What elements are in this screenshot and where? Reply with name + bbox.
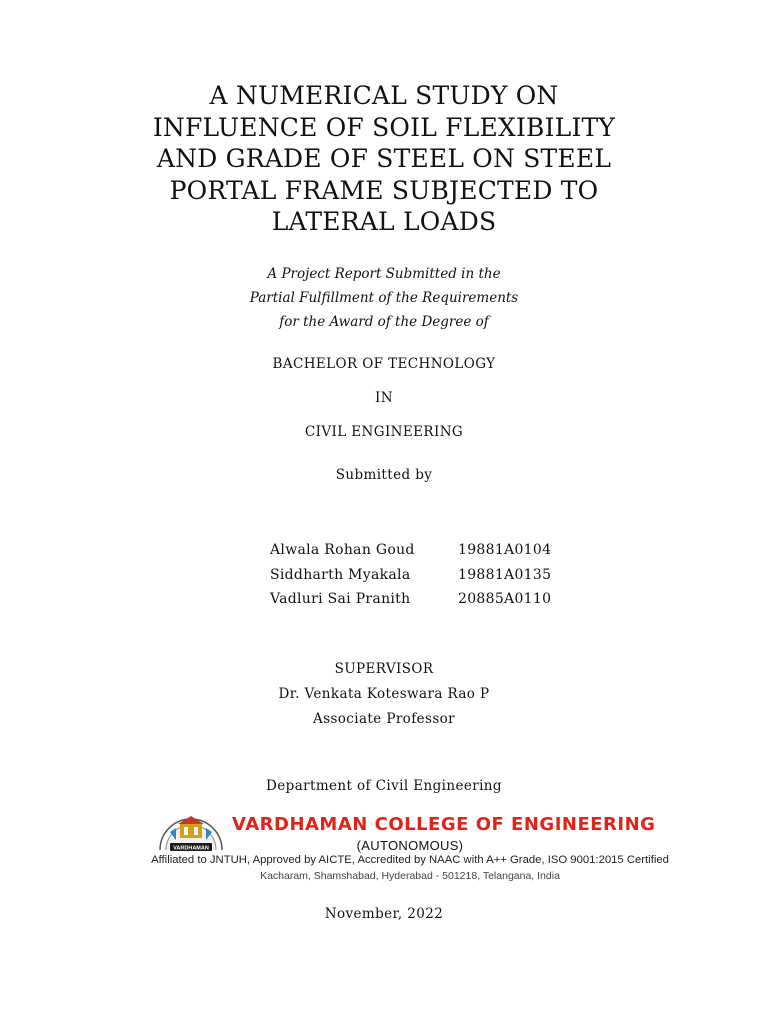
logo-text: VARDHAMAN xyxy=(173,845,209,852)
title-line: LATERAL LOADS xyxy=(271,207,497,236)
student-name: Alwala Rohan Goud xyxy=(270,542,415,559)
in-word: IN xyxy=(375,390,393,406)
supervisor-heading: SUPERVISOR xyxy=(334,661,434,677)
affiliation-line: Affiliated to JNTUH, Approved by AICTE, Accredited by NAAC with A++ Grade, ISO 9001:2015 Certified xyxy=(151,854,669,866)
title-line: PORTAL FRAME SUBJECTED TO xyxy=(169,175,599,205)
student-roll-number: 19881A0104 xyxy=(458,542,552,559)
degree-name: BACHELOR OF TECHNOLOGY xyxy=(272,356,496,372)
supervisor-name: Dr. Venkata Koteswara Rao P xyxy=(278,686,490,702)
student-name: Siddharth Myakala xyxy=(270,566,411,583)
department-name: Department of Civil Engineering xyxy=(266,778,502,794)
student-row xyxy=(270,563,590,588)
submission-line: A Project Report Submitted in the xyxy=(267,266,501,282)
title-line: INFLUENCE OF SOIL FLEXIBILITY xyxy=(152,112,616,142)
student-roll-number: 20885A0110 xyxy=(458,591,552,608)
report-title xyxy=(84,80,684,238)
branch-name: CIVIL ENGINEERING xyxy=(304,424,464,440)
autonomous-label: (AUTONOMOUS) xyxy=(356,838,464,853)
submission-line: Partial Fulfillment of the Requirements xyxy=(249,290,519,306)
college-address: Kacharam, Shamshabad, Hyderabad - 501218, Telangana, India xyxy=(260,870,560,882)
submission-statement xyxy=(184,262,584,334)
submission-date: November, 2022 xyxy=(324,906,444,922)
title-line: A NUMERICAL STUDY ON xyxy=(209,81,559,110)
college-banner xyxy=(140,806,680,888)
student-roll-number: 19881A0135 xyxy=(458,566,552,583)
submission-line: for the Award of the Degree of xyxy=(279,314,489,330)
title-line: AND GRADE OF STEEL ON STEEL xyxy=(156,144,612,173)
submitted-by-label: Submitted by xyxy=(335,467,433,483)
college-name: VARDHAMAN COLLEGE OF ENGINEERING xyxy=(232,814,656,835)
student-name: Vadluri Sai Pranith xyxy=(270,591,411,608)
student-row xyxy=(270,538,590,563)
student-row xyxy=(270,587,590,612)
student-list xyxy=(270,538,590,612)
supervisor-role: Associate Professor xyxy=(312,711,456,727)
